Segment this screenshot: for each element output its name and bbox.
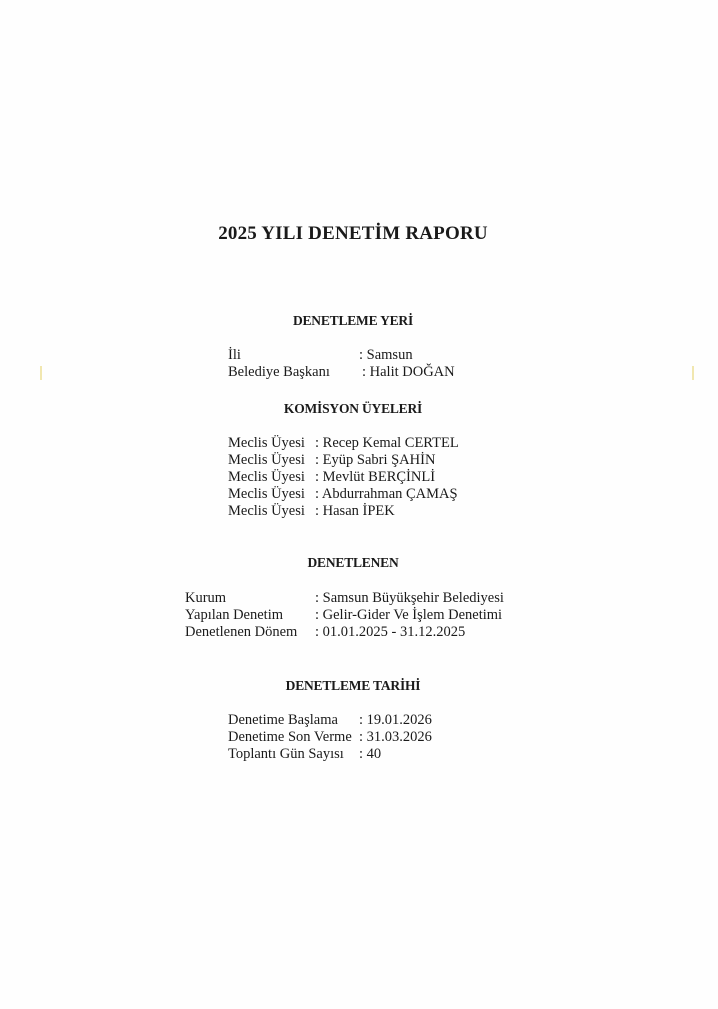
info-row [228,729,432,746]
row-value: : Samsun [359,347,413,363]
report-title: 2025 YILI DENETİM RAPORU [218,223,488,244]
row-value: : Halit DOĞAN [362,364,455,380]
row-label: Toplantı Gün Sayısı [228,746,344,762]
row-value: : 40 [359,746,382,762]
info-row [185,607,504,624]
row-label: Yapılan Denetim [185,607,284,623]
row-label: Meclis Üyesi [228,469,305,485]
section-heading-denetlenen: DENETLENEN [307,555,399,570]
info-row [228,364,455,381]
member-row [228,486,459,503]
row-value: : Mevlüt BERÇİNLİ [315,469,436,485]
right-scan-mark [692,366,694,380]
member-row [228,435,459,452]
row-label: Belediye Başkanı [228,364,330,380]
section-heading-denetleme-tarihi: DENETLEME TARİHİ [285,678,421,693]
row-value: : Recep Kemal CERTEL [315,435,459,451]
row-label: Meclis Üyesi [228,503,305,519]
member-row [228,469,459,486]
row-value: : Abdurrahman ÇAMAŞ [315,486,458,502]
row-label: Denetime Son Verme [228,729,352,745]
info-row [185,590,504,607]
section-heading-komisyon-uyeleri: KOMİSYON ÜYELERİ [283,401,423,416]
row-label: Meclis Üyesi [228,435,305,451]
member-row [228,452,459,469]
left-scan-mark [40,366,42,380]
row-value: : 19.01.2026 [359,712,432,728]
row-value: : Eyüp Sabri ŞAHİN [315,452,436,468]
member-row [228,503,459,520]
info-row [185,624,504,641]
row-label: Meclis Üyesi [228,486,305,502]
info-row [228,746,432,763]
row-label: İli [228,347,241,363]
row-label: Kurum [185,590,227,606]
row-value: : Samsun Büyükşehir Belediyesi [315,590,504,606]
denetleme-yeri-list [228,347,455,381]
row-value: : 31.03.2026 [359,729,432,745]
row-label: Denetlenen Dönem [185,624,298,640]
row-value: : Gelir-Gider Ve İşlem Denetimi [315,607,503,623]
komisyon-uyeleri-list [228,435,459,520]
section-heading-denetleme-yeri: DENETLEME YERİ [292,313,414,328]
row-label: Meclis Üyesi [228,452,305,468]
info-row [228,347,455,364]
info-row [228,712,432,729]
row-value: : Hasan İPEK [315,503,395,519]
denetlenen-list [185,590,504,641]
row-value: : 01.01.2025 - 31.12.2025 [315,624,466,640]
denetleme-tarihi-list [228,712,432,763]
row-label: Denetime Başlama [228,712,338,728]
